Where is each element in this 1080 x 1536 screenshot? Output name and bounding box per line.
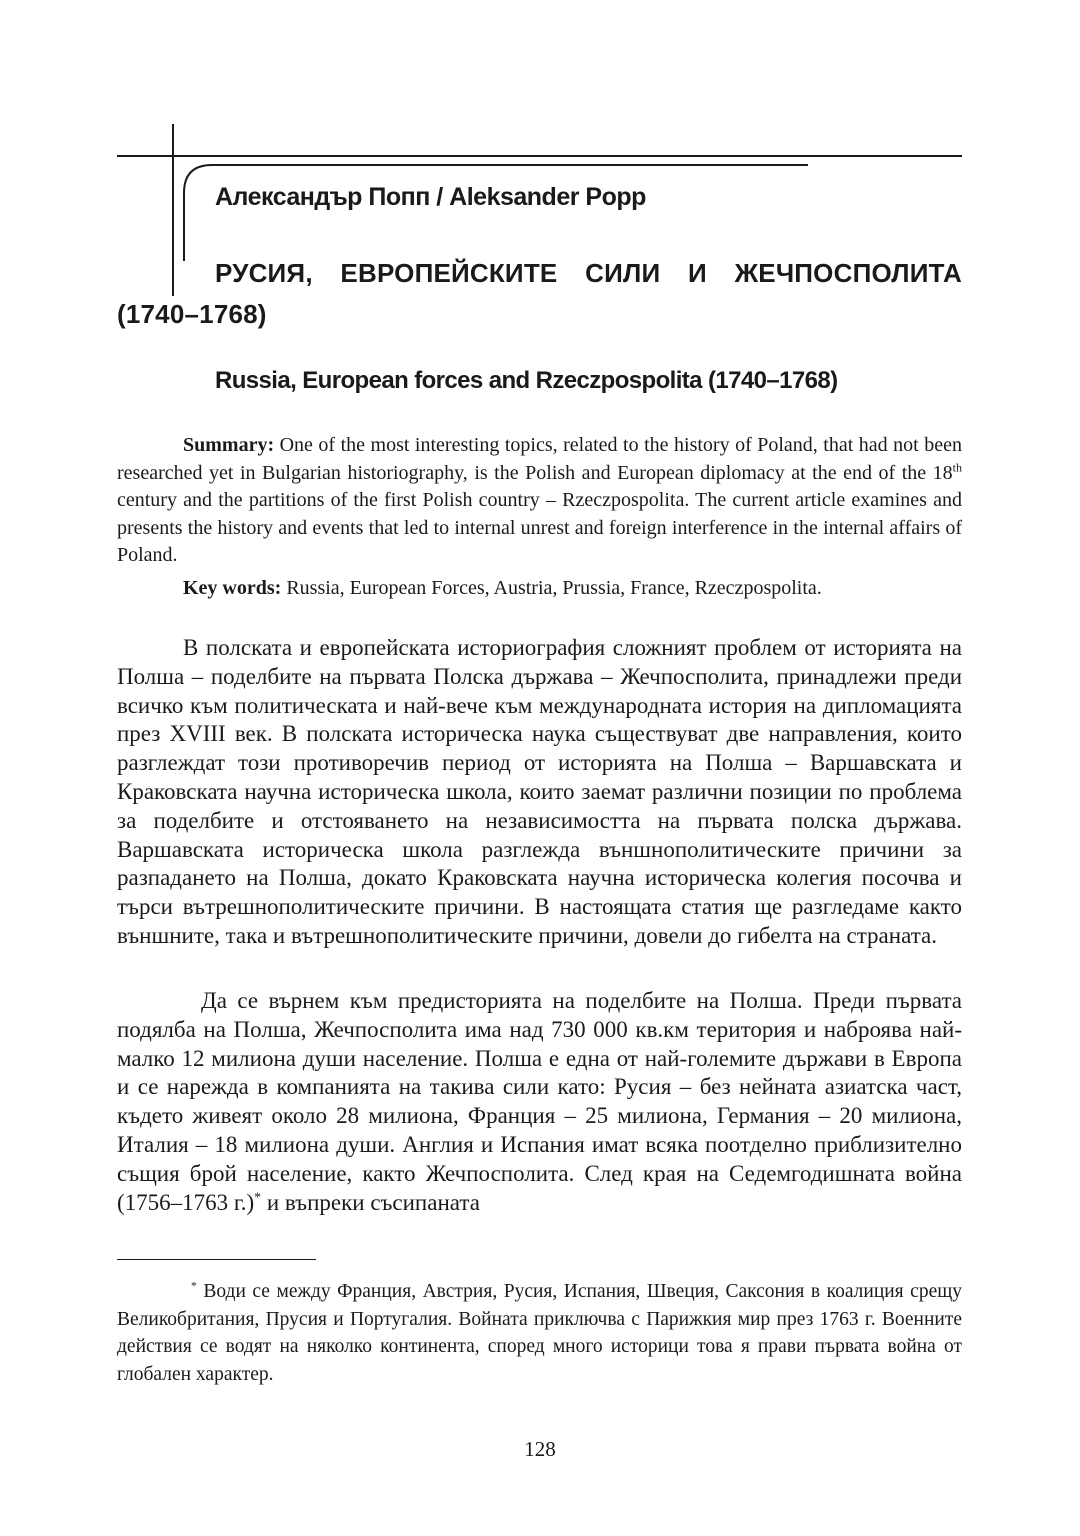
summary-paragraph	[117, 432, 962, 570]
article-title-english: Russia, European forces and Rzeczpospolita (1740–1768)	[215, 367, 838, 394]
footnote-separator	[117, 1259, 316, 1260]
summary-text-b: century and the partitions of the first Polish country – Rzeczpospolita. The current article examines and presents the history and events that led to internal unrest and foreign interference in the internal affairs of Poland.	[117, 489, 962, 566]
footnote-marker: *	[191, 1279, 197, 1293]
author-name: Александър Попп / Aleksander Popp	[215, 183, 646, 211]
footnote	[117, 1278, 962, 1388]
summary-text-a: One of the most interesting topics, related to the history of Poland, that had not been researched yet in Bulgarian historiography, is the Polish and European diplomacy at the end of the 18	[117, 434, 962, 484]
article-title-bulgarian: РУСИЯ, ЕВРОПЕЙСКИТЕ СИЛИ И ЖЕЧПОСПОЛИТА (1740–1768)	[117, 258, 962, 329]
keywords-text: Russia, European Forces, Austria, Prussia, France, Rzeczpospolita.	[281, 577, 822, 599]
page-number: 128	[524, 1437, 556, 1461]
header-rule-long	[117, 155, 962, 157]
summary-superscript: th	[952, 459, 962, 474]
keywords-paragraph	[117, 575, 962, 603]
footnote-reference[interactable]: *	[254, 1188, 262, 1204]
body-paragraph-2-text-a: Да се върнем към предисторията на поделбите на Полша. Преди първата подялба на Полша, Жечпосполита има над 730 000 кв.км територия и наброява най-малко 12 милиона души население. Полша е една от най-големите държави в Европа и се нарежда в компанията на такива сили като: Русия – без нейната азиатска част, където живеят около 28 милиона, Франция – 25 милиона, Германия – 20 милиона, Италия – 18 милиона души. Англия и Испания имат всяка поотделно приблизително същия брой население, както Жечпосполита. След края на Седемгодишната война (1756–1763 г.)	[117, 988, 962, 1215]
summary-label: Summary:	[183, 434, 275, 456]
keywords-label: Key words:	[183, 577, 282, 599]
body-paragraph-2	[117, 987, 962, 1217]
body-paragraph-2-text-b: и въпреки съсипаната	[261, 1189, 480, 1215]
body-paragraph-1: В полската и европейската историография сложният проблем от историята на Полша – поделбите на първата Полска държава – Жечпосполита, принадлежи преди всичко към политическата и най-вече към международната история на дипломацията през XVIII век. В полската историческа наука съществуват две направления, които разглеждат този противоречив период от историята на Полша – Варшавската и Краковската научна историческа школа, които заемат различни позиции по проблема за поделбите и отстояването на независимостта на първата полска държава. Варшавската историческа школа разглежда външнополитическите причини за разпадането на Полша, докато Краковската научна историческа колегия посочва и търси вътрешнополитическите причини. В настоящата статия ще разгледаме както външните, така и вътрешнополитическите причини, довели до гибелта на страната.	[117, 635, 962, 948]
footnote-text: Води се между Франция, Австрия, Русия, Испания, Швеция, Саксония в коалиция срещу Великобритания, Прусия и Португалия. Войната приключва с Парижкия мир през 1763 г. Военните действия се водят на няколко континента, според много историци това я прави първата война от глобален характер.	[117, 1281, 962, 1385]
